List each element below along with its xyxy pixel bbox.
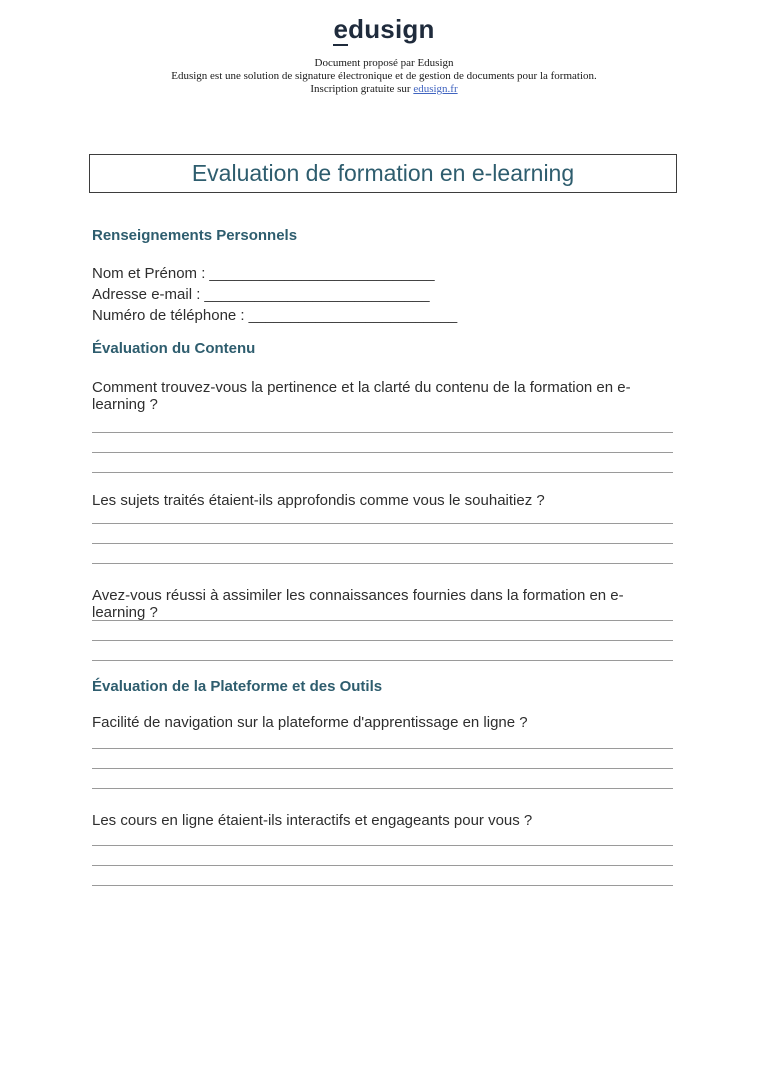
logo-letters-rest: dusign <box>348 14 435 44</box>
answer-line[interactable] <box>92 413 673 433</box>
field-telephone <box>92 305 457 326</box>
answer-line[interactable] <box>92 524 673 544</box>
question-facilite-navigation: Facilité de navigation sur la plateforme d'apprentissage en ligne ? <box>92 714 528 731</box>
field-label-email: Adresse e-mail : <box>92 286 201 303</box>
personal-info-fields <box>92 263 457 326</box>
answer-line[interactable] <box>92 866 673 886</box>
question-assimiler-connaissances: Avez-vous réussi à assimiler les connaissances fournies dans la formation en e-learning ? <box>92 587 624 621</box>
answer-line[interactable] <box>92 621 673 641</box>
tagline-line-2: Edusign est une solution de signature électronique et de gestion de documents pour la formation. <box>171 70 597 82</box>
answer-line[interactable] <box>92 433 673 453</box>
answer-lines-q4[interactable] <box>92 729 673 789</box>
tagline-line-3 <box>0 83 768 96</box>
field-label-telephone: Numéro de téléphone : <box>92 307 245 324</box>
answer-line[interactable] <box>92 544 673 564</box>
edusign-logo <box>0 14 768 45</box>
section-heading-evaluation-plateforme: Évaluation de la Plateforme et des Outils <box>92 678 383 695</box>
answer-line[interactable] <box>92 453 673 473</box>
question-sujets-approfondis: Les sujets traités étaient-ils approfondis comme vous le souhaitiez ? <box>92 492 545 509</box>
answer-line[interactable] <box>92 749 673 769</box>
logo-letter-e: e <box>333 14 349 44</box>
answer-lines-q3[interactable] <box>92 601 673 661</box>
question-pertinence-clarte: Comment trouvez-vous la pertinence et la clarté du contenu de la formation en e-learning ? <box>92 379 631 413</box>
answer-lines-q2[interactable] <box>92 504 673 564</box>
answer-line[interactable] <box>92 769 673 789</box>
form-title: Evaluation de formation en e-learning <box>191 160 575 186</box>
tagline-line-1: Document proposé par Edusign <box>314 57 454 69</box>
field-blank-email[interactable]: ___________________________ <box>204 286 430 303</box>
edusign-fr-link[interactable]: edusign.fr <box>413 83 458 95</box>
answer-line[interactable] <box>92 601 673 621</box>
field-email <box>92 284 457 305</box>
document-tagline <box>0 57 768 96</box>
answer-line[interactable] <box>92 826 673 846</box>
field-nom-prenom <box>92 263 457 284</box>
answer-line[interactable] <box>92 846 673 866</box>
field-label-nom: Nom et Prénom : <box>92 265 206 282</box>
field-blank-telephone[interactable]: _________________________ <box>248 307 458 324</box>
answer-line[interactable] <box>92 729 673 749</box>
tagline-line-3-text: Inscription gratuite sur <box>310 83 411 95</box>
answer-line[interactable] <box>92 641 673 661</box>
field-blank-nom[interactable]: ___________________________ <box>209 265 435 282</box>
section-heading-renseignements: Renseignements Personnels <box>92 227 298 244</box>
answer-lines-q1[interactable] <box>92 413 673 473</box>
answer-lines-q5[interactable] <box>92 826 673 886</box>
form-title-box <box>89 154 677 193</box>
section-heading-evaluation-contenu: Évaluation du Contenu <box>92 340 256 357</box>
question-cours-interactifs: Les cours en ligne étaient-ils interactifs et engageants pour vous ? <box>92 812 533 829</box>
answer-line[interactable] <box>92 504 673 524</box>
